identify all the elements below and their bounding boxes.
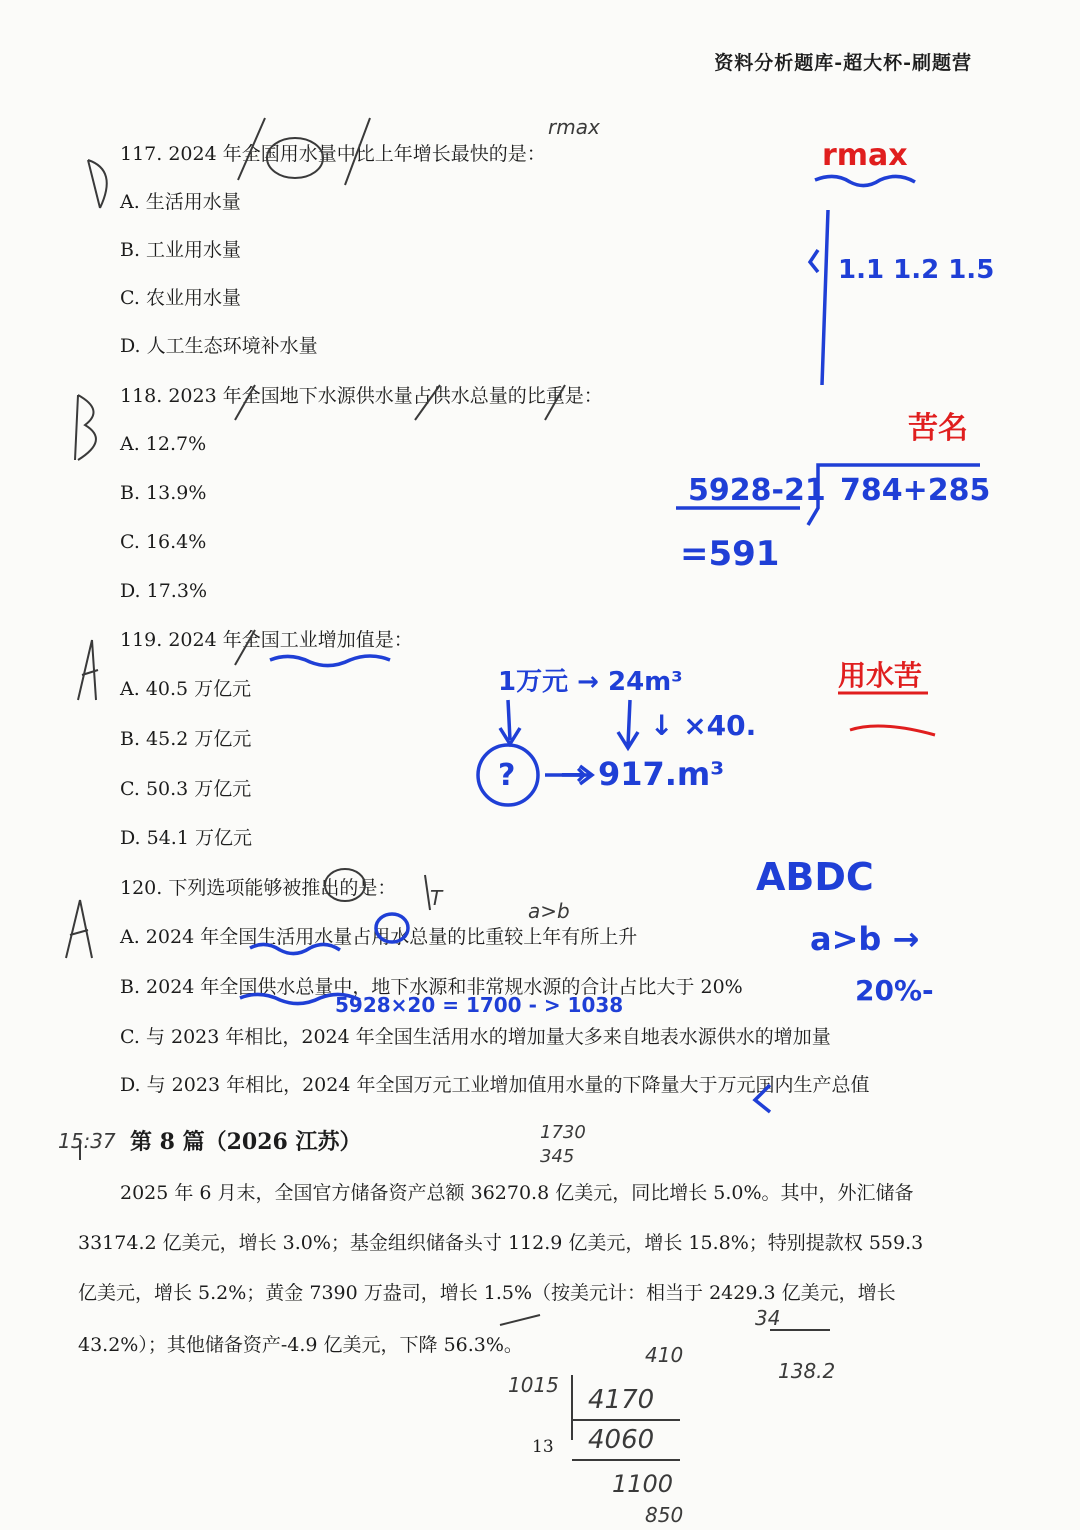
- q118-option-a: A. 12.7%: [120, 433, 207, 455]
- pencil-answer-119: [78, 640, 98, 700]
- question-117-stem: 117. 2024 年全国用水量中比上年增长最快的是：: [120, 143, 546, 165]
- q118-option-b: B. 13.9%: [120, 482, 207, 504]
- svg-text:T: T: [430, 886, 443, 910]
- svg-text:?: ?: [498, 758, 516, 793]
- svg-text:850: 850: [645, 1503, 684, 1527]
- svg-text:1015: 1015: [508, 1373, 559, 1397]
- q119-option-c: C. 50.3 万亿元: [120, 778, 252, 800]
- section-title: 第 8 篇（2026 江苏）: [130, 1129, 362, 1155]
- q119-option-b: B. 45.2 万亿元: [120, 728, 252, 750]
- q118-option-d: D. 17.3%: [120, 580, 207, 602]
- pencil-answer-117: [88, 160, 107, 208]
- svg-text:ABDC: ABDC: [756, 855, 874, 899]
- svg-text:138.2: 138.2: [778, 1359, 836, 1383]
- page-header: 资料分析题库-超大杯-刷题营: [714, 52, 972, 74]
- svg-text:a>b →: a>b →: [810, 920, 920, 958]
- passage-line-3: 亿美元，增长 5.2%；黄金 7390 万盎司，增长 1.5%（按美元计：相当于 2429.3 亿美元，增长: [78, 1282, 896, 1304]
- pencil-answer-120: [66, 900, 92, 958]
- q120-option-a: A. 2024 年全国生活用水量占用水总量的比重较上年有所上升: [120, 926, 638, 948]
- q120-option-b: B. 2024 年全国供水总量中，地下水源和非常规水源的合计占比大于 20%: [120, 976, 743, 998]
- red-note-yongshui: 用水苦: [838, 659, 923, 692]
- pencil-note-rmax: rmax: [548, 115, 600, 139]
- passage-line-1: 2025 年 6 月末，全国官方储备资产总额 36270.8 亿美元，同比增长 5.0%。其中，外汇储备: [120, 1182, 914, 1204]
- q117-option-c: C. 农业用水量: [120, 287, 241, 309]
- red-note-rmax: rmax: [822, 138, 908, 173]
- q118-option-c: C. 16.4%: [120, 531, 207, 553]
- q117-option-d: D. 人工生态环境补水量: [120, 335, 318, 357]
- svg-text:1100: 1100: [612, 1470, 674, 1498]
- q117-option-a: A. 生活用水量: [120, 191, 241, 213]
- svg-text:1万元 → 24m³: 1万元 → 24m³: [498, 667, 683, 697]
- svg-text:→ 917.m³: → 917.m³: [560, 755, 725, 793]
- q117-option-b: B. 工业用水量: [120, 239, 242, 261]
- svg-text:4170: 4170: [588, 1385, 655, 1415]
- svg-text:5928-21: 5928-21: [688, 473, 826, 508]
- q120-option-c: C. 与 2023 年相比，2024 年全国生活用水的增加量大多来自地表水源供水的增加量: [120, 1026, 831, 1048]
- q119-option-d: D. 54.1 万亿元: [120, 827, 252, 849]
- svg-text:784+285: 784+285: [840, 473, 991, 508]
- pencil-answer-118: [75, 395, 96, 460]
- page-number: 13: [532, 1437, 554, 1457]
- svg-text:↓ ×40.: ↓ ×40.: [650, 709, 757, 742]
- svg-text:20%-: 20%-: [855, 974, 934, 1007]
- q120-option-d: D. 与 2023 年相比，2024 年全国万元工业增加值用水量的下降量大于万元国内生产总值: [120, 1074, 870, 1096]
- svg-text:=591: =591: [680, 534, 780, 574]
- svg-text:5928×20 = 1700 - > 1038: 5928×20 = 1700 - > 1038: [335, 993, 624, 1017]
- pencil-note-time: 15:37: [58, 1129, 116, 1153]
- passage-line-2: 33174.2 亿美元，增长 3.0%；基金组织储备头寸 112.9 亿美元，增长 15.8%；特别提款权 559.3: [78, 1232, 924, 1254]
- svg-text:410: 410: [645, 1343, 684, 1367]
- question-119-stem: 119. 2024 年全国工业增加值是：: [120, 629, 413, 651]
- question-120-stem: 120. 下列选项能够被推出的是：: [120, 877, 397, 899]
- q119-option-a: A. 40.5 万亿元: [120, 678, 252, 700]
- svg-text:34: 34: [755, 1306, 781, 1330]
- question-118-stem: 118. 2023 年全国地下水源供水量占供水总量的比重是：: [120, 385, 603, 407]
- red-note-kuming: 苦名: [908, 411, 968, 446]
- passage-line-4: 43.2%）；其他储备资产-4.9 亿美元，下降 56.3%。: [78, 1334, 523, 1356]
- svg-text:345: 345: [540, 1146, 575, 1167]
- svg-text:1730: 1730: [540, 1122, 586, 1143]
- svg-text:1.1 1.2 1.5: 1.1 1.2 1.5: [838, 255, 995, 285]
- svg-text:a>b: a>b: [528, 899, 570, 923]
- svg-text:4060: 4060: [588, 1425, 655, 1455]
